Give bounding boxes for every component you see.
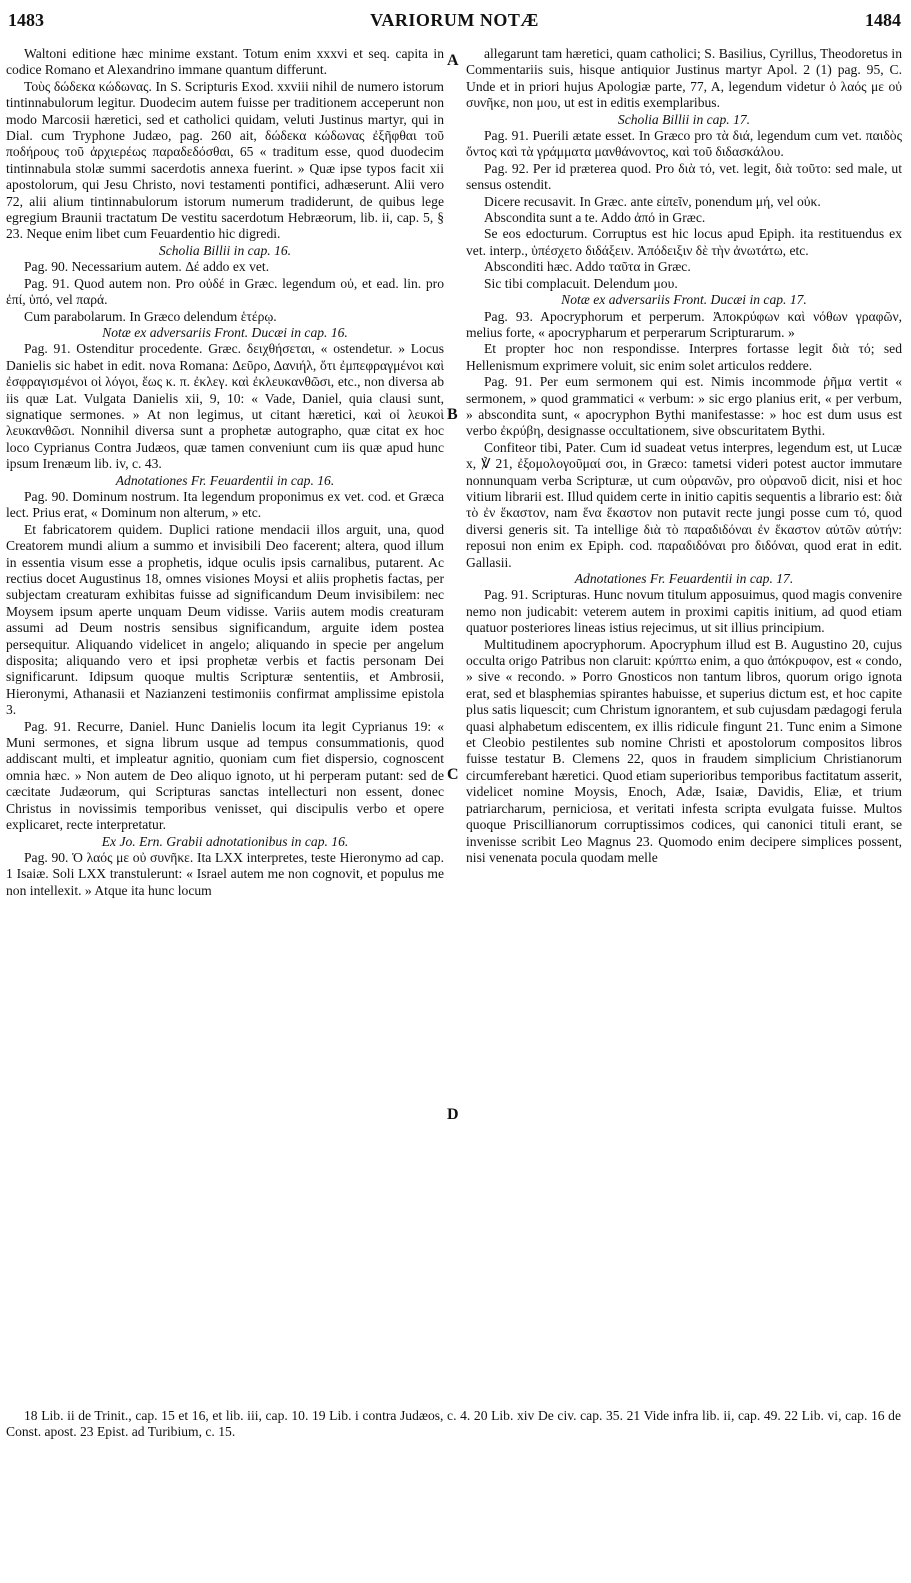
section-heading: Adnotationes Fr. Feuardentii in cap. 16.: [115, 472, 335, 488]
paragraph: Et propter hoc non respondisse. Interpres fortasse legit διὰ τό; sed Hellenismum exprimere voluit, sic enim solet articulos reddere.: [466, 341, 902, 373]
paragraph: Pag. 91. Per eum sermonem qui est. Nimis incommode ῥῆμα vertit « sermonem, » quod grammatici « verbum: » sic ergo planius erit, « per verbum, » abscondita sunt, « apocryphon Bythi manifestasse: » hoc est dum usus est verbo ἐκρύβη, designasse occultationem, sive obscuritatem Bythi.: [466, 374, 902, 439]
paragraph: Abscondita sunt a te. Addo ἀπό in Græc.: [484, 210, 706, 226]
paragraph: Τοὺς δώδεκα κώδωνας. In S. Scripturis Exod. xxviii nihil de numero istorum tintinnabulorum legitur. Duodecim autem fuisse per traditionem acceperunt non modo Marcosii hæretici, sed et catholici quidam, veluti Justinus martyr, qui in Dial. cum Tryphone Judæo, pag. 260 ait, δώδεκα κώδωνας ἐξῆφθαι τοῦ ποδήρους τοῦ ἀρχιερέως παραδεδόσθαι, 65 « traditum esse, quod duodecim tintinnabula stolæ summi sacerdotis annexa fuerint. » Quæ ipse typos facit xii apostolorum, qui Jesu Christo, novi testamenti pontifici, adhæserunt. Alii vero 72, alii alium tintinnabulorum istorum numerum tradiderunt, de quibus lege egregium Braunii tractatum De vestitu sacerdotum Hebræorum, lib. ii, cap. 5, § 23. Neque enim libet cum Feuardentio hic digredi.: [6, 78, 444, 242]
paragraph: Pag. 91. Puerili ætate esset. In Græco pro τὰ διά, legendum cum vet. παιδὸς ὄντος καὶ τὰ γράμματα μανθάνοντος, καὶ τοῦ διδασκάλου.: [466, 128, 902, 160]
section-heading: Ex Jo. Ern. Grabii adnotationibus in cap. 16.: [101, 833, 349, 849]
section-heading: Scholia Billii in cap. 17.: [617, 111, 751, 127]
paragraph: Sic tibi complacuit. Delendum μου.: [484, 275, 678, 291]
footnote-text: 18 Lib. ii de Trinit., cap. 15 et 16, et lib. iii, cap. 10. 19 Lib. i contra Judæos, c. 4. 20 Lib. xiv De civ. cap. 35. 21 Vide infra lib. ii, cap. 49. 22 Lib. vi, cap. 16 de Const. apost. 23 Epist. ad Turibium, c. 15.: [6, 1408, 901, 1440]
running-title: VARIORUM NOTÆ: [370, 10, 539, 30]
margin-letter-c: C: [447, 766, 459, 783]
paragraph: Pag. 93. Apocryphorum et perperum. Ἀποκρύφων καὶ νόθων γραφῶν, melius forte, « apocrypharum et perperarum Scripturarum. »: [466, 308, 902, 340]
page-number-right: 1484: [865, 10, 901, 30]
paragraph: Dicere recusavit. In Græc. ante εἰπεῖν, ponendum μή, vel οὐκ.: [484, 193, 821, 209]
footnotes: [6, 1408, 901, 1441]
paragraph: Pag. 91. Scripturas. Hunc novum titulum apposuimus, quod magis convenire nemo non judicabit: veterem autem in proximi capitis initium, ad quod etiam quatuor posteriores lineas istius rejecimus, ut sit illius principium.: [466, 587, 902, 636]
paragraph: Pag. 91. Recurre, Daniel. Hunc Danielis locum ita legit Cyprianus 19: « Muni sermones, et signa librum usque ad tempus consummationis, quod addiscant multi, et impleatur agnitio, quoniam cum fiet dispersio, cognoscent omnia hæc. » Non autem de Deo aliquo ignoto, ut hi perperam putant: sed de cæcitate Judæorum, qui Scripturas sanctas intellecturi non essent, donec Christus in novissimis temporibus venisset, qui discipulis verbo et opere explicaret, recte interpretatur.: [6, 718, 444, 833]
paragraph: Pag. 90. Dominum nostrum. Ita legendum proponimus ex vet. cod. et Græca lect. Prius erat, « Dominum non alterum, » etc.: [6, 488, 444, 521]
paragraph: Pag. 90. Ὁ λαός με οὐ συνῆκε. Ita LXX interpretes, teste Hieronymo ad cap. 1 Isaiæ. Soli LXX transtulerunt: « Israel autem me non cognovit, et populus me non intellexit. » Atque ita hunc locum: [6, 849, 444, 898]
paragraph: allegarunt tam hæretici, quam catholici; S. Basilius, Cyrillus, Theodoretus in Commentariis suis, hisque antiquior Justinus martyr Apol. 2 (1) pag. 95, C. Unde et in priori hujus Apologiæ parte, 77, A, legendum videtur ὁ λαός με οὐ συνῆκε, non μου, ut est in editis exemplaribus.: [466, 46, 902, 111]
margin-letter-d: D: [447, 1106, 459, 1123]
paragraph: Pag. 91. Quod autem non. Pro οὐδέ in Græc. legendum οὐ, et ead. lin. pro ἐπί, ὑπό, vel παρά.: [6, 275, 444, 308]
section-heading: Notæ ex adversariis Front. Ducæi in cap. 17.: [561, 292, 807, 308]
paragraph: Pag. 92. Per id præterea quod. Pro διὰ τό, vet. legit, διὰ τοῦτο: sed male, ut sensus ostendit.: [466, 160, 902, 193]
margin-letter-a: A: [447, 52, 459, 69]
section-heading: Notæ ex adversariis Front. Ducæi in cap. 16.: [102, 324, 348, 340]
paragraph: Multitudinem apocryphorum. Apocryphum illud est B. Augustino 20, cujus occulta origo Patribus non claruit: κρύπτω enim, a quo ἀπόκρυφον, est « condo, » sive « recondo. » Porro Gnosticos non tantum libros, quorum origo ignota erat, sed et blasphemias spirantes habuisse, et superius dictum est, et hoc capite plus satis liquescit; cum Christum ignorantem, et sub cujusdam pædagogi ferula quasi alphabetum ediscentem, ex illis ridicule fingunt 21. Tunc enim a Simone et Cleobio pestilentes sub nomine Christi et apostolorum compositos libros fuisse testatur B. Clemens 22, quos in fraudem simplicium Christianorum circumferebant hæretici. Quod etiam superioribus temporibus factitatum asserit, videlicet nomine Moysis, Enoch, Adæ, Isaiæ, Davidis, Eliæ, et trium patriarcharum, perniciosa, et veritati infesta scripta evulgata fuisse. Multos quoque Priscillianorum corruptissimos codices, qui canonici tituli erant, se invenisse scribit Leo Magnus 23. Quomodo enim decipere simplices possent, nisi venenata pocula quodam melle: [466, 636, 902, 865]
left-column: [6, 46, 444, 899]
paragraph: Pag. 90. Necessarium autem. Δέ addo ex vet.: [24, 259, 270, 275]
page-header: [8, 10, 901, 40]
paragraph: Absconditi hæc. Addo ταῦτα in Græc.: [484, 259, 691, 275]
section-heading: Adnotationes Fr. Feuardentii in cap. 17.: [574, 571, 794, 586]
margin-letter-b: B: [447, 406, 458, 423]
paragraph: Waltoni editione hæc minime exstant. Totum enim xxxvi et seq. capita in codice Romano et Alexandrino immane quantum differunt.: [6, 46, 444, 78]
paragraph: Pag. 91. Ostenditur procedente. Græc. δειχθήσεται, « ostendetur. » Locus Danielis sic habet in edit. nova Romana: Δεῦρο, Δανιήλ, ὅτι ἐμπεφραγμένοι καὶ ἐσφραγισμένοι οἱ λόγοι, ἕως κ. π. ἐκλεγ. καὶ ἐκλευκανθῶσι, etc., non diversa ab iis quæ Lat. Vulgata Danielis xii, 9, 10: « Vade, Daniel, quia clausi sunt, signatique sermones. » At non legimus, ut citant hæretici, καὶ οἱ λευκοὶ λευκανθῶσι. Nonnihil diversa sunt a prophetæ autographo, quæ citat ex hoc loco Cyprianus Contra Judæos, quæ tamen conveniunt cum iis quæ apud hunc ipsum Irenæum lib. iv, c. 43.: [6, 341, 444, 472]
section-heading: Scholia Billii in cap. 16.: [158, 242, 292, 258]
paragraph: Et fabricatorem quidem. Duplici ratione mendacii illos arguit, una, quod Creatorem mundi alium a summo et invisibili Deo facerent; altera, quod illum in essentia visum esse a prophetis, idque oculis ipsis carnalibus, putarent. Ac rectius docet Augustinus 18, omnes visiones Moysi et aliis prophetis factas, per subjectam creaturam exhibitas fuisse ad significandum Deum invisibilem: nec Moysem ipsum aperte unquam Deum vidisse. Variis autem modis creaturam assumi ad Deum nostris sensibus significandum, arguite idem postea persequitur. Aliquando videlicet in angelo; aliquando in specie per angelum disposita; aliquando vero et ipsi prophetæ verbis et factis personam Dei significarunt. Idipsum quoque multis Scripturæ sententiis, et Ambrosii, Hieronymi, Athanasii et Nazianzeni testimoniis confirmat amplissime epistola 3.: [6, 521, 444, 718]
paragraph: Cum parabolarum. In Græco delendum ἑτέρῳ.: [24, 308, 277, 324]
paragraph: Se eos edocturum. Corruptus est hic locus apud Epiph. ita restituendus ex vet. interp., ὑπέσχετο διδάξειν. Ἀπόδειξιν δὲ τὴν ἀνωτάτω, etc.: [466, 226, 902, 258]
page-number-left: 1483: [8, 10, 44, 30]
right-column: [466, 46, 902, 866]
paragraph: Confiteor tibi, Pater. Cum id suadeat vetus interpres, legendum est, ut Lucæ x, ℣ 21, ἐξομολογοῦμαί σοι, in Græco: tametsi videri potest auctor immutare nonnunquam verba Scripturæ, ut cum οὐρανῶν, pro οὐρανοῦ dicit, nisi et hoc vitium librarii est. Illud quidem certe in initio capitis sequentis a librario est: διὰ τὸ ἐν ἕκαστον, nam ἕνα ἕκαστον non putavit recte jungi posse cum τό, quod diversi generis sit. Ta intellige διὰ τὸ παραδιδόναι ἐν ἕκαστον αὐτῶν αὐτήν: reposui non enim ex Epiph. cod. παραδιδόναι pro διδόναι, quod erat in edit. Gallasii.: [466, 439, 902, 570]
